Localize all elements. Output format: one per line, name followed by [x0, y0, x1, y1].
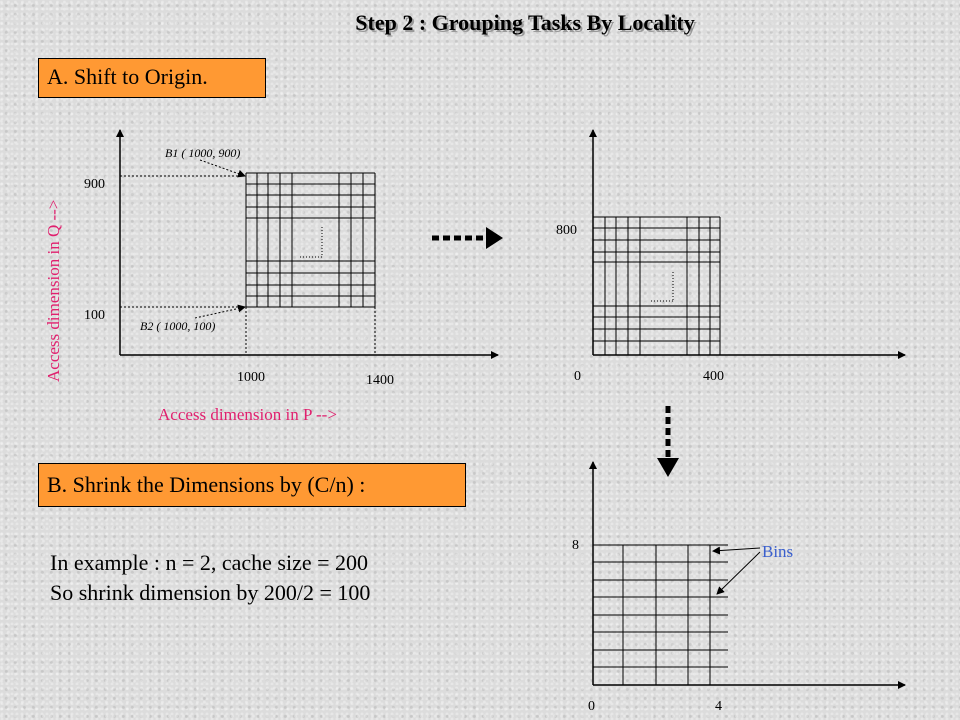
- bins-pointer-2: [717, 552, 760, 594]
- x-axis-label: Access dimension in P -->: [158, 405, 337, 424]
- arrow-down: [657, 406, 679, 477]
- point-b1-label: B1 ( 1000, 900): [165, 146, 241, 160]
- y-tick-8: 8: [572, 538, 579, 553]
- b2-pointer: [195, 307, 245, 318]
- point-b2-label: B2 ( 1000, 100): [140, 319, 216, 333]
- x-tick-4-bins: 4: [715, 699, 722, 714]
- y-tick-800: 800: [556, 223, 577, 238]
- x-tick-0-bins: 0: [588, 699, 595, 714]
- example-line-1: In example : n = 2, cache size = 200: [50, 550, 369, 575]
- bins-pointer-1: [713, 548, 760, 551]
- bin-grid: [593, 545, 728, 685]
- diagram-original-space: [44, 130, 498, 424]
- slide-title: Step 2 : Grouping Tasks By Locality: [355, 10, 695, 35]
- x-tick-1400: 1400: [366, 373, 394, 388]
- x-tick-0: 0: [574, 369, 581, 384]
- section-a-label: A. Shift to Origin.: [38, 58, 266, 98]
- access-grid-shifted: [593, 217, 720, 355]
- y-tick-900: 900: [84, 177, 105, 192]
- x-tick-400: 400: [703, 369, 724, 384]
- diagram-bins: [572, 462, 905, 714]
- arrow-right: [432, 227, 503, 249]
- y-axis-label: Access dimension in Q -->: [44, 199, 63, 382]
- x-tick-1000: 1000: [237, 370, 265, 385]
- diagram-shifted-space: [556, 130, 905, 384]
- arrow-right-head: [486, 227, 503, 249]
- access-grid-original: [246, 173, 375, 307]
- section-b-label: B. Shrink the Dimensions by (C/n) :: [38, 463, 466, 507]
- y-tick-100: 100: [84, 308, 105, 323]
- arrow-down-head: [657, 458, 679, 477]
- example-line-2: So shrink dimension by 200/2 = 100: [50, 580, 371, 605]
- b1-pointer: [200, 160, 245, 176]
- bins-label: Bins: [762, 542, 794, 561]
